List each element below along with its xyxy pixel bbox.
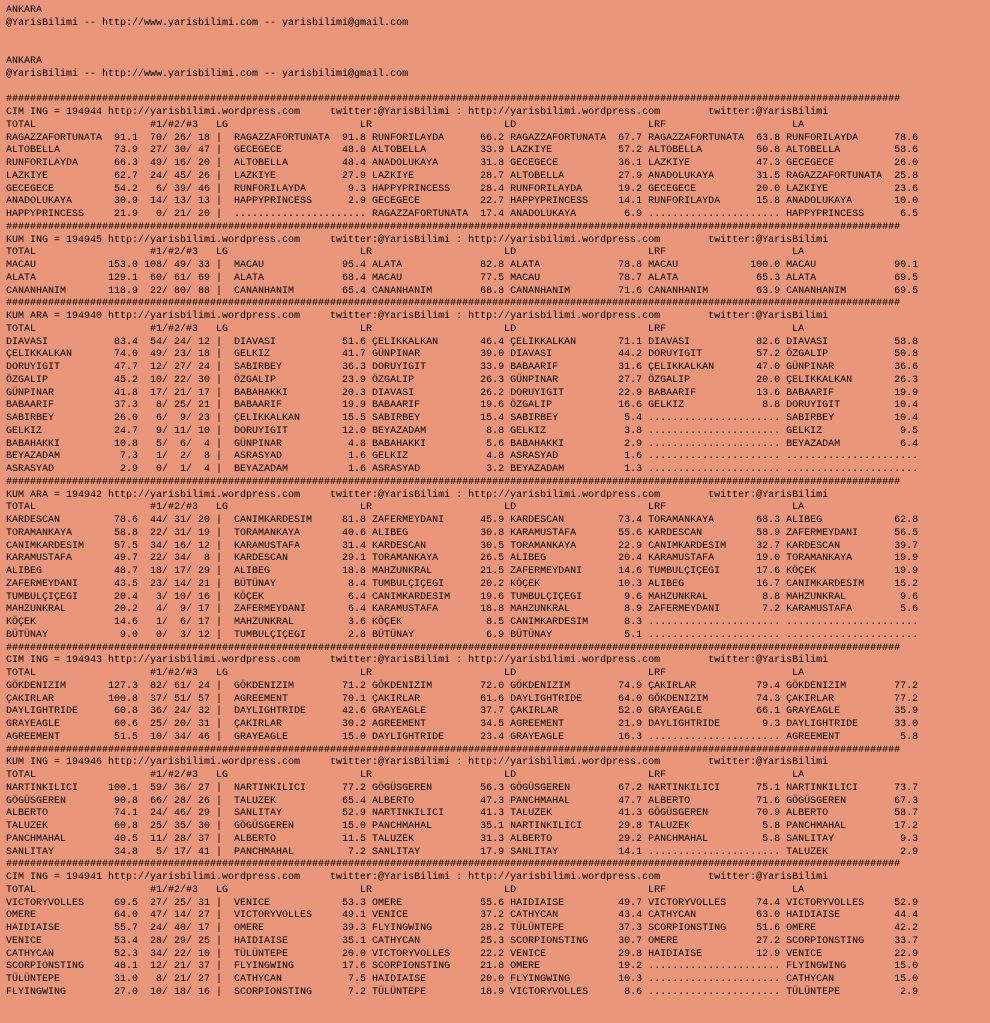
horse-row: PANCHMAHAL 40.5 11/ 28/ 37 | ALBERTO 11.5 TALUZEK 31.3 ALBERTO 29.2 PANCHMAHAL 5.8 SANLITAY 9.3 <box>6 833 919 845</box>
horse-row: SABIRBEY 26.0 6/ 9/ 23 | ÇELIKKALKAN 15.5 SABIRBEY 15.4 SABIRBEY 5.4 ...................... SABIRBEY 10.4 <box>6 413 919 424</box>
horse-row: ALTOBELLA 73.9 27/ 30/ 47 | GECEGECE 48.8 ALTOBELLA 33.9 LAZKIYE 57.2 ALTOBELLA 50.8 ALTOBELLA 58.6 <box>6 145 919 157</box>
horse-row: TORAMANKAYA 58.8 22/ 31/ 19 | TORAMANKAYA 40.6 ALIBEG 30.8 KARAMUSTAFA 55.6 KARDESCAN 58.9 ZAFERMEYDANI 56.5 <box>6 527 919 539</box>
text-line: ANKARA <box>6 56 43 67</box>
horse-row: SANLITAY 34.8 5/ 17/ 41 | PANCHMAHAL 7.2 SANLITAY 17.9 SANLITAY 14.1 ...................... TALUZEK 2.9 <box>6 846 919 858</box>
race-header: KUM ING = 194945 http://yarisbilimi.wordpress.com twitter:@YarisBilimi : http://yarisbilimi.wordpress.com twitter:@YarisBilimi <box>6 234 829 246</box>
horse-row: BEYAZADAM 7.3 1/ 2/ 8 | ASRASYAD 1.6 GELKIZ 4.8 ASRASYAD 1.6 ...................... ...................... <box>6 451 919 463</box>
section-divider: ##################################################################################################################################################### <box>6 94 901 106</box>
text-line: @YarisBilimi -- http://www.yarisbilimi.com -- yarisbilimi@gmail.com <box>6 68 409 80</box>
race-header: KUM ING = 194946 http://yarisbilimi.wordpress.com twitter:@YarisBilimi : http://yarisbilimi.wordpress.com twitter:@YarisBilimi <box>6 757 829 769</box>
horse-row: DIAVASI 83.4 54/ 24/ 12 | DIAVASI 51.6 ÇELIKKALKAN 46.4 ÇELIKKALKAN 71.1 DIAVASI 82.6 DIAVASI 58.8 <box>6 336 919 348</box>
horse-row: BABAHAKKI 10.8 5/ 6/ 4 | GÜNPINAR 4.8 BABAHAKKI 5.6 BABAHAKKI 2.9 ...................... BEYAZADAM 6.4 <box>6 438 919 450</box>
horse-row: CATHYCAN 52.3 34/ 22/ 10 | TÜLÜNTEPE 20.0 VICTORYVOLLES 22.2 VENICE 29.8 HAIDIAISE 12.9 VENICE 22.9 <box>6 948 919 960</box>
horse-row: ÇAKIRLAR 100.8 37/ 51/ 57 | AGREEMENT 70.1 ÇAKIRLAR 61.6 DAYLIGHTRIDE 64.0 GÖKDENIZIM 74.3 ÇAKIRLAR 77.2 <box>6 693 919 705</box>
horse-row: GRAYEAGLE 60.6 25/ 20/ 31 | ÇAKIRLAR 30.2 AGREEMENT 34.5 AGREEMENT 21.9 DAYLIGHTRIDE 9.3 DAYLIGHTRIDE 33.0 <box>6 719 919 730</box>
horse-row: CANIMKARDESIM 57.5 34/ 16/ 12 | KARAMUSTAFA 31.4 KARDESCAN 30.5 TORAMANKAYA 22.9 CANIMKARDESIM 32.7 KARDESCAN 39.7 <box>6 540 919 552</box>
horse-row: VENICE 53.4 28/ 29/ 25 | HAIDIAISE 35.1 CATHYCAN 25.3 SCORPIONSTING 30.7 OMERE 27.2 SCORPIONSTING 33.7 <box>6 935 919 947</box>
horse-row: NARTINKILICI 100.1 59/ 36/ 27 | NARTINKILICI 77.2 GÖGÜSGEREN 56.3 GÖGÜSGEREN 67.2 NARTINKILICI 75.1 NARTINKILICI 73.7 <box>6 782 919 794</box>
column-header-row: TOTAL #1/#2/#3 LG LR LD LRF LA <box>6 502 805 514</box>
column-header-row: TOTAL #1/#2/#3 LG LR LD LRF LA <box>6 247 805 259</box>
horse-row: MACAU 153.0 108/ 49/ 33 | MACAU 95.4 ALATA 82.8 ALATA 78.8 MACAU 100.0 MACAU 90.1 <box>6 260 919 271</box>
horse-row: KARDESCAN 78.6 44/ 31/ 20 | CANIMKARDESIM 81.8 ZAFERMEYDANI 45.9 KARDESCAN 73.4 TORAMANKAYA 68.3 ALIBEG 62.8 <box>6 515 919 526</box>
horse-row: DORUYIGIT 47.7 12/ 27/ 24 | SABIRBEY 36.3 DORUYIGIT 33.9 BABAARIF 31.6 ÇELIKKALKAN 47.0 GÜNPINAR 36.6 <box>6 362 919 373</box>
horse-row: CANANHANIM 118.9 22/ 80/ 88 | CANANHANIM 65.4 CANANHANIM 68.8 CANANHANIM 71.6 CANANHANIM 63.9 CANANHANIM 69.5 <box>6 285 919 297</box>
column-header-row: TOTAL #1/#2/#3 LG LR LD LRF LA <box>6 884 805 896</box>
section-divider: ##################################################################################################################################################### <box>6 744 901 756</box>
horse-row: TALUZEK 60.8 25/ 35/ 30 | GÖGÜSGEREN 15.0 PANCHMAHAL 35.1 NARTINKILICI 29.8 TALUZEK 5.8 PANCHMAHAL 17.2 <box>6 821 919 832</box>
horse-row: HAPPYPRINCESS 21.9 0/ 21/ 20 | ...................... RAGAZZAFORTUNATA 17.4 ANADOLUKAYA 6.9 ...................... HAPPYPRINCESS 6.5 <box>6 209 919 220</box>
horse-row: GELKIZ 24.7 9/ 11/ 10 | DORUYIGIT 12.0 BEYAZADAM 8.8 GELKIZ 3.8 ...................... GELKIZ 9.5 <box>6 425 919 437</box>
horse-row: HAIDIAISE 55.7 24/ 40/ 17 | OMERE 39.3 FLYINGWING 28.2 TÜLÜNTEPE 37.3 SCORPIONSTING 51.6 OMERE 42.2 <box>6 923 919 934</box>
section-divider: ##################################################################################################################################################### <box>6 476 901 488</box>
race-header: KUM ARA = 194940 http://yarisbilimi.wordpress.com twitter:@YarisBilimi : http://yarisbilimi.wordpress.com twitter:@YarisBilimi <box>6 311 829 322</box>
horse-row: ALBERTO 74.1 24/ 46/ 29 | SANLITAY 52.9 NARTINKILICI 41.3 TALUZEK 41.3 GÖGÜSGEREN 70.9 ALBERTO 58.7 <box>6 808 919 820</box>
horse-row: VICTORYVOLLES 69.5 27/ 25/ 31 | VENICE 53.3 OMERE 55.6 HAIDIAISE 49.7 VICTORYVOLLES 74.4 VICTORYVOLLES 52.9 <box>6 897 919 909</box>
horse-row: TUMBULÇIÇEGI 20.4 3/ 10/ 16 | KÖÇEK 6.4 CANIMKARDESIM 19.6 TUMBULÇIÇEGI 9.6 MAHZUNKRAL 8.8 MAHZUNKRAL 9.6 <box>6 591 919 603</box>
horse-row: ASRASYAD 2.9 0/ 1/ 4 | BEYAZADAM 1.6 ASRASYAD 3.2 BEYAZADAM 1.3 ...................... ...................... <box>6 464 919 475</box>
text-line: @YarisBilimi -- http://www.yarisbilimi.com -- yarisbilimi@gmail.com <box>6 17 409 29</box>
horse-row: BABAARIF 37.3 8/ 25/ 21 | BABAARIF 19.9 BABAARIF 19.6 ÖZGALIP 16.6 GELKIZ 8.8 DORUYIGIT 10.4 <box>6 400 919 412</box>
horse-row: LAZKIYE 62.7 24/ 45/ 26 | LAZKIYE 27.9 LAZKIYE 28.7 ALTOBELLA 27.9 ANADOLUKAYA 31.5 RAGAZZAFORTUNATA 25.8 <box>6 170 919 182</box>
horse-row: TÜLÜNTEPE 31.0 8/ 21/ 27 | CATHYCAN 7.5 HAIDIAISE 20.0 FLYINGWING 10.3 ...................... CATHYCAN 15.0 <box>6 974 919 985</box>
horse-row: RUNFORILAYDA 66.3 49/ 16/ 20 | ALTOBELLA 48.4 ANADOLUKAYA 31.8 GECEGECE 36.1 LAZKIYE 47.3 GECEGECE 26.0 <box>6 158 919 169</box>
blank-line <box>6 43 990 56</box>
horse-row: OMERE 64.0 47/ 14/ 27 | VICTORYVOLLES 49.1 VENICE 37.2 CATHYCAN 43.4 CATHYCAN 63.0 HAIDIAISE 44.4 <box>6 910 919 922</box>
section-divider: ##################################################################################################################################################### <box>6 859 901 871</box>
horse-row: ÇELIKKALKAN 74.0 49/ 23/ 18 | GELKIZ 41.7 GÜNPINAR 39.0 DIAVASI 44.2 DORUYIGIT 57.2 ÖZGALIP 50.8 <box>6 349 919 361</box>
horse-row: ÖZGALIP 45.2 10/ 22/ 30 | ÖZGALIP 23.9 ÖZGALIP 26.3 GÜNPINAR 27.7 ÖZGALIP 20.0 ÇELIKKALKAN 26.3 <box>6 374 919 386</box>
race-header: CIM ING = 194941 http://yarisbilimi.wordpress.com twitter:@YarisBilimi : http://yarisbilimi.wordpress.com twitter:@YarisBilimi <box>6 872 829 883</box>
section-divider: ##################################################################################################################################################### <box>6 221 901 233</box>
column-header-row: TOTAL #1/#2/#3 LG LR LD LRF LA <box>6 119 805 131</box>
horse-row: GECEGECE 54.2 6/ 39/ 46 | RUNFORILAYDA 9.3 HAPPYPRINCESS 28.4 RUNFORILAYDA 19.2 GECEGECE 20.0 LAZKIYE 23.6 <box>6 183 919 195</box>
horse-row: ALATA 129.1 60/ 61/ 69 | ALATA 68.4 MACAU 77.5 MACAU 78.7 ALATA 65.3 ALATA 69.5 <box>6 272 919 284</box>
column-header-row: TOTAL #1/#2/#3 LG LR LD LRF LA <box>6 668 805 679</box>
horse-row: FLYINGWING 27.0 10/ 18/ 16 | SCORPIONSTING 7.2 TÜLÜNTEPE 18.9 VICTORYVOLLES 8.6 ...................... TÜLÜNTEPE 2.9 <box>6 986 919 998</box>
horse-row: GÖKDENIZIM 127.3 82/ 61/ 24 | GÖKDENIZIM 71.2 GÖKDENIZIM 72.0 GÖKDENIZIM 74.9 ÇAKIRLAR 79.4 GÖKDENIZIM 77.2 <box>6 680 919 692</box>
horse-row: KÖÇEK 14.6 1/ 6/ 17 | MAHZUNKRAL 3.6 KÖÇEK 8.5 CANIMKARDESIM 8.3 ...................... ...................... <box>6 617 919 628</box>
text-line: ANKARA <box>6 5 43 16</box>
horse-row: MAHZUNKRAL 20.2 4/ 9/ 17 | ZAFERMEYDANI 6.4 KARAMUSTAFA 18.8 MAHZUNKRAL 8.9 ZAFERMEYDANI 7.2 KARAMUSTAFA 5.6 <box>6 604 919 616</box>
column-header-row: TOTAL #1/#2/#3 LG LR LD LRF LA <box>6 770 805 781</box>
horse-row: GÖGÜSGEREN 90.8 66/ 28/ 26 | TALUZEK 65.4 ALBERTO 47.3 PANCHMAHAL 47.7 ALBERTO 71.6 GÖGÜSGEREN 67.3 <box>6 795 919 807</box>
horse-row: DAYLIGHTRIDE 60.8 36/ 24/ 32 | DAYLIGHTRIDE 42.6 GRAYEAGLE 37.7 ÇAKIRLAR 52.0 GRAYEAGLE 66.1 GRAYEAGLE 35.9 <box>6 706 919 718</box>
column-header-row: TOTAL #1/#2/#3 LG LR LD LRF LA <box>6 323 805 335</box>
horse-row: RAGAZZAFORTUNATA 91.1 70/ 26/ 18 | RAGAZZAFORTUNATA 91.8 RUNFORILAYDA 66.2 RAGAZZAFORTUNATA 67.7 RAGAZZAFORTUNATA 63.8 RUNFORILAYDA 78.6 <box>6 132 919 144</box>
horse-row: ZAFERMEYDANI 43.5 23/ 14/ 21 | BÜTÜNAY 8.4 TUMBULÇIÇEGI 20.2 KÖÇEK 10.3 ALIBEG 16.7 CANIMKARDESIM 15.2 <box>6 578 919 590</box>
section-divider: ##################################################################################################################################################### <box>6 642 901 654</box>
race-header: CIM ING = 194944 http://yarisbilimi.wordpress.com twitter:@YarisBilimi : http://yarisbilimi.wordpress.com twitter:@YarisBilimi <box>6 107 829 118</box>
horse-row: ANADOLUKAYA 30.9 14/ 13/ 13 | HAPPYPRINCESS 2.9 GECEGECE 22.7 HAPPYPRINCESS 14.1 RUNFORILAYDA 15.8 ANADOLUKAYA 10.0 <box>6 196 919 208</box>
race-header: CIM ING = 194943 http://yarisbilimi.wordpress.com twitter:@YarisBilimi : http://yarisbilimi.wordpress.com twitter:@YarisBilimi <box>6 655 829 667</box>
horse-row: SCORPIONSTING 48.1 12/ 21/ 37 | FLYINGWING 17.6 SCORPIONSTING 21.8 OMERE 19.2 ...................... FLYINGWING 15.0 <box>6 961 919 973</box>
horse-row: GÜNPINAR 41.8 17/ 21/ 17 | BABAHAKKI 20.3 DIAVASI 26.2 DORUYIGIT 22.9 BABAARIF 13.6 BABAARIF 19.9 <box>6 387 919 399</box>
section-divider: ##################################################################################################################################################### <box>6 298 901 310</box>
blank-line <box>6 82 990 95</box>
horse-row: KARAMUSTAFA 49.7 22/ 34/ 8 | KARDESCAN 29.1 TORAMANKAYA 26.5 ALIBEG 20.4 KARAMUSTAFA 19.0 TORAMANKAYA 19.9 <box>6 553 919 565</box>
horse-row: ALIBEG 48.7 18/ 17/ 29 | ALIBEG 18.8 MAHZUNKRAL 21.5 ZAFERMEYDANI 14.6 TUMBULÇIÇEGI 17.6 KÖÇEK 19.9 <box>6 566 919 577</box>
race-header: KUM ARA = 194942 http://yarisbilimi.wordpress.com twitter:@YarisBilimi : http://yarisbilimi.wordpress.com twitter:@YarisBilimi <box>6 489 829 501</box>
blank-line <box>6 31 990 44</box>
horse-row: BÜTÜNAY 9.0 0/ 3/ 12 | TUMBULÇIÇEGI 2.8 BÜTÜNAY 6.9 BÜTÜNAY 5.1 ...................... ...................... <box>6 629 919 641</box>
horse-row: AGREEMENT 51.5 10/ 34/ 46 | GRAYEAGLE 15.0 DAYLIGHTRIDE 23.4 GRAYEAGLE 16.3 ...................... AGREEMENT 5.8 <box>6 731 919 743</box>
